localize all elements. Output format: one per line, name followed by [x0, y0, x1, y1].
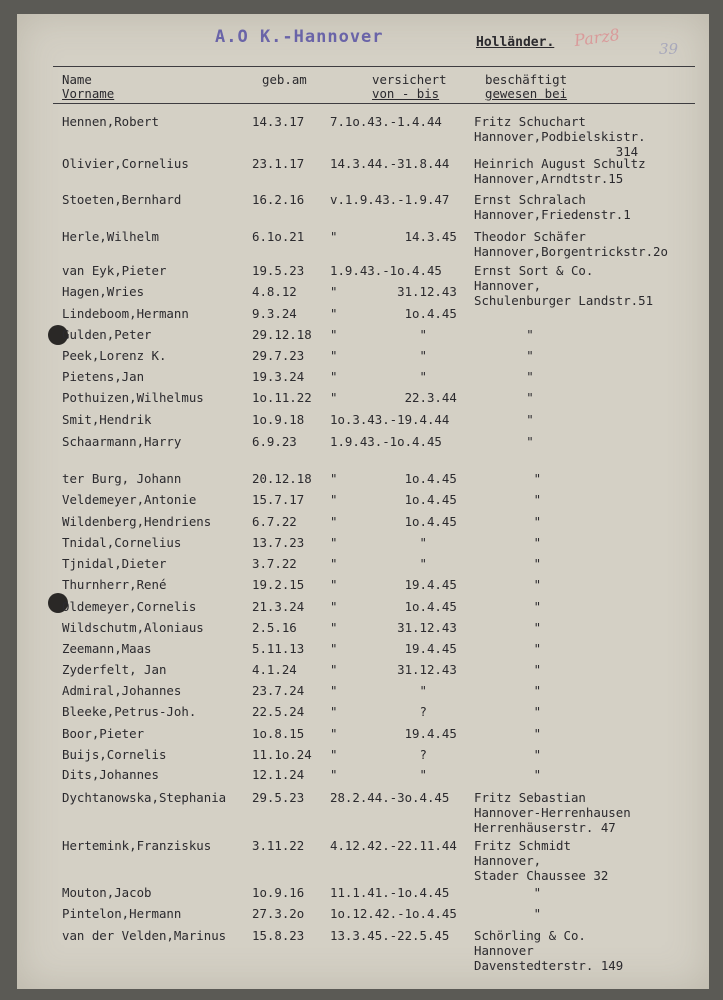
row-insured: 14.3.44.-31.8.44 [330, 156, 450, 171]
row-born: 9.3.24 [252, 306, 297, 321]
row-employer: " [474, 492, 542, 507]
row-name: Olivier,Cornelius [62, 156, 189, 171]
row-name: Oldemeyer,Cornelis [62, 599, 197, 614]
row-born: 19.5.23 [252, 263, 305, 278]
row-born: 1o.8.15 [252, 726, 305, 741]
row-insured: " 22.3.44 [330, 390, 457, 405]
row-insured: " " [330, 535, 427, 550]
row-born: 6.1o.21 [252, 229, 305, 244]
row-name: Dits,Johannes [62, 767, 159, 782]
row-employer: " [474, 704, 542, 719]
row-born: 14.3.17 [252, 114, 305, 129]
column-header-employer: beschäftigt [485, 72, 568, 87]
row-name: Pothuizen,Wilhelmus [62, 390, 204, 405]
row-insured: " 1o.4.45 [330, 471, 457, 486]
row-insured: 1.9.43.-1o.4.45 [330, 434, 442, 449]
row-name: Smit,Hendrik [62, 412, 152, 427]
row-name: Mouton,Jacob [62, 885, 152, 900]
row-insured: " ? [330, 747, 427, 762]
row-insured: " 1o.4.45 [330, 306, 457, 321]
row-name: ter Burg, Johann [62, 471, 182, 486]
row-name: Schaarmann,Harry [62, 434, 182, 449]
row-employer: Heinrich August Schultz Hannover,Arndtstr.15 [474, 156, 646, 186]
row-born: 4.8.12 [252, 284, 297, 299]
row-employer: Ernst Sort & Co. Hannover, Schulenburger Landstr.51 [474, 263, 654, 308]
row-name: van der Velden,Marinus [62, 928, 227, 943]
row-born: 19.3.24 [252, 369, 305, 384]
row-insured: " 1o.4.45 [330, 599, 457, 614]
row-employer: " [474, 577, 542, 592]
row-employer: " [474, 327, 534, 342]
row-name: Admiral,Johannes [62, 683, 182, 698]
row-employer: Fritz Sebastian Hannover-Herrenhausen Herrenhäuserstr. 47 [474, 790, 631, 835]
row-born: 23.7.24 [252, 683, 305, 698]
row-born: 3.11.22 [252, 838, 305, 853]
row-insured: " " [330, 767, 427, 782]
row-employer: " [474, 390, 534, 405]
row-employer: " [474, 599, 542, 614]
row-insured: v.1.9.43.-1.9.47 [330, 192, 450, 207]
row-born: 5.11.13 [252, 641, 305, 656]
row-employer: " [474, 434, 534, 449]
row-employer: " [474, 412, 534, 427]
row-employer: " [474, 662, 542, 677]
row-employer: " [474, 683, 542, 698]
column-header-born: geb.am [262, 72, 307, 87]
row-name: Dychtanowska,Stephania [62, 790, 227, 805]
row-insured: " 31.12.43 [330, 662, 457, 677]
row-born: 1o.11.22 [252, 390, 312, 405]
row-insured: 11.1.41.-1o.4.45 [330, 885, 450, 900]
header-rule-bottom [53, 103, 695, 104]
row-born: 1o.9.16 [252, 885, 305, 900]
row-employer: Fritz Schmidt Hannover, Stader Chaussee 32 [474, 838, 609, 883]
row-employer: Ernst Schralach Hannover,Friedenstr.1 [474, 192, 631, 222]
row-employer: " [474, 641, 542, 656]
row-born: 6.9.23 [252, 434, 297, 449]
row-insured: " 31.12.43 [330, 620, 457, 635]
row-insured: " " [330, 683, 427, 698]
row-insured: " 1o.4.45 [330, 492, 457, 507]
row-employer: " [474, 514, 542, 529]
row-name: Pietens,Jan [62, 369, 145, 384]
row-employer: " [474, 620, 542, 635]
row-insured: 4.12.42.-22.11.44 [330, 838, 457, 853]
column-header-employer-at: gewesen bei [485, 86, 568, 101]
row-employer: " [474, 767, 542, 782]
row-insured: 13.3.45.-22.5.45 [330, 928, 450, 943]
row-employer: " [474, 885, 542, 900]
row-insured: " 19.4.45 [330, 726, 457, 741]
row-name: Zeemann,Maas [62, 641, 152, 656]
row-employer: " [474, 348, 534, 363]
row-born: 27.3.2o [252, 906, 305, 921]
column-header-insured: versichert [372, 72, 447, 87]
row-born: 6.7.22 [252, 514, 297, 529]
document-title: A.O K.-Hannover [215, 27, 384, 47]
row-name: Veldemeyer,Antonie [62, 492, 197, 507]
row-born: 29.7.23 [252, 348, 305, 363]
row-employer: Theodor Schäfer Hannover,Borgentrickstr.2o [474, 229, 668, 259]
row-insured: 1o.12.42.-1o.4.45 [330, 906, 457, 921]
row-name: Tjnidal,Dieter [62, 556, 167, 571]
row-insured: " " [330, 556, 427, 571]
row-born: 4.1.24 [252, 662, 297, 677]
row-insured: " 1o.4.45 [330, 514, 457, 529]
row-name: Bleeke,Petrus-Joh. [62, 704, 197, 719]
column-header-name: Name [62, 72, 92, 87]
row-born: 15.8.23 [252, 928, 305, 943]
row-name: Hertemink,Franziskus [62, 838, 212, 853]
row-name: Lindeboom,Hermann [62, 306, 189, 321]
row-born: 2.5.16 [252, 620, 297, 635]
row-name: Gulden,Peter [62, 327, 152, 342]
row-name: Tnidal,Cornelius [62, 535, 182, 550]
row-name: Boor,Pieter [62, 726, 145, 741]
row-employer: " [474, 747, 542, 762]
row-insured: " 19.4.45 [330, 577, 457, 592]
row-insured: " ? [330, 704, 427, 719]
row-born: 11.1o.24 [252, 747, 312, 762]
row-insured: " 19.4.45 [330, 641, 457, 656]
row-insured: " 31.12.43 [330, 284, 457, 299]
row-insured: " " [330, 348, 427, 363]
row-insured: " 14.3.45 [330, 229, 457, 244]
row-born: 29.5.23 [252, 790, 305, 805]
row-employer: Fritz Schuchart Hannover,Podbielskistr. 314 [474, 114, 646, 159]
row-born: 13.7.23 [252, 535, 305, 550]
row-born: 21.3.24 [252, 599, 305, 614]
row-insured: " " [330, 327, 427, 342]
row-born: 1o.9.18 [252, 412, 305, 427]
row-name: Hagen,Wries [62, 284, 145, 299]
row-born: 19.2.15 [252, 577, 305, 592]
row-employer: " [474, 556, 542, 571]
row-born: 12.1.24 [252, 767, 305, 782]
row-employer: " [474, 726, 542, 741]
row-insured: " " [330, 369, 427, 384]
row-born: 23.1.17 [252, 156, 305, 171]
row-insured: 7.1o.43.-1.4.44 [330, 114, 442, 129]
row-born: 29.12.18 [252, 327, 312, 342]
handwritten-note: Parz8 [572, 24, 621, 51]
row-employer: " [474, 369, 534, 384]
row-name: Herle,Wilhelm [62, 229, 159, 244]
document-subtitle: Holländer. [476, 35, 555, 50]
row-name: Stoeten,Bernhard [62, 192, 182, 207]
row-name: Pintelon,Hermann [62, 906, 182, 921]
row-name: Peek,Lorenz K. [62, 348, 167, 363]
row-employer: " [474, 906, 542, 921]
row-born: 15.7.17 [252, 492, 305, 507]
row-born: 16.2.16 [252, 192, 305, 207]
row-name: Thurnherr,René [62, 577, 167, 592]
row-insured: 1o.3.43.-19.4.44 [330, 412, 450, 427]
row-employer: " [474, 535, 542, 550]
row-insured: 28.2.44.-3o.4.45 [330, 790, 450, 805]
row-name: Wildenberg,Hendriens [62, 514, 212, 529]
row-born: 3.7.22 [252, 556, 297, 571]
column-header-vorname: Vorname [62, 86, 115, 101]
row-name: Buijs,Cornelis [62, 747, 167, 762]
page-number: 39 [659, 40, 679, 58]
row-employer: Schörling & Co. Hannover Davenstedterstr. 149 [474, 928, 624, 973]
row-name: van Eyk,Pieter [62, 263, 167, 278]
row-insured: 1.9.43.-1o.4.45 [330, 263, 442, 278]
row-employer: " [474, 471, 542, 486]
header-rule-top [53, 66, 695, 67]
row-name: Wildschutm,Aloniaus [62, 620, 204, 635]
column-header-insured-range: von - bis [372, 86, 440, 101]
row-name: Hennen,Robert [62, 114, 159, 129]
row-born: 22.5.24 [252, 704, 305, 719]
row-born: 20.12.18 [252, 471, 312, 486]
row-name: Zyderfelt, Jan [62, 662, 167, 677]
